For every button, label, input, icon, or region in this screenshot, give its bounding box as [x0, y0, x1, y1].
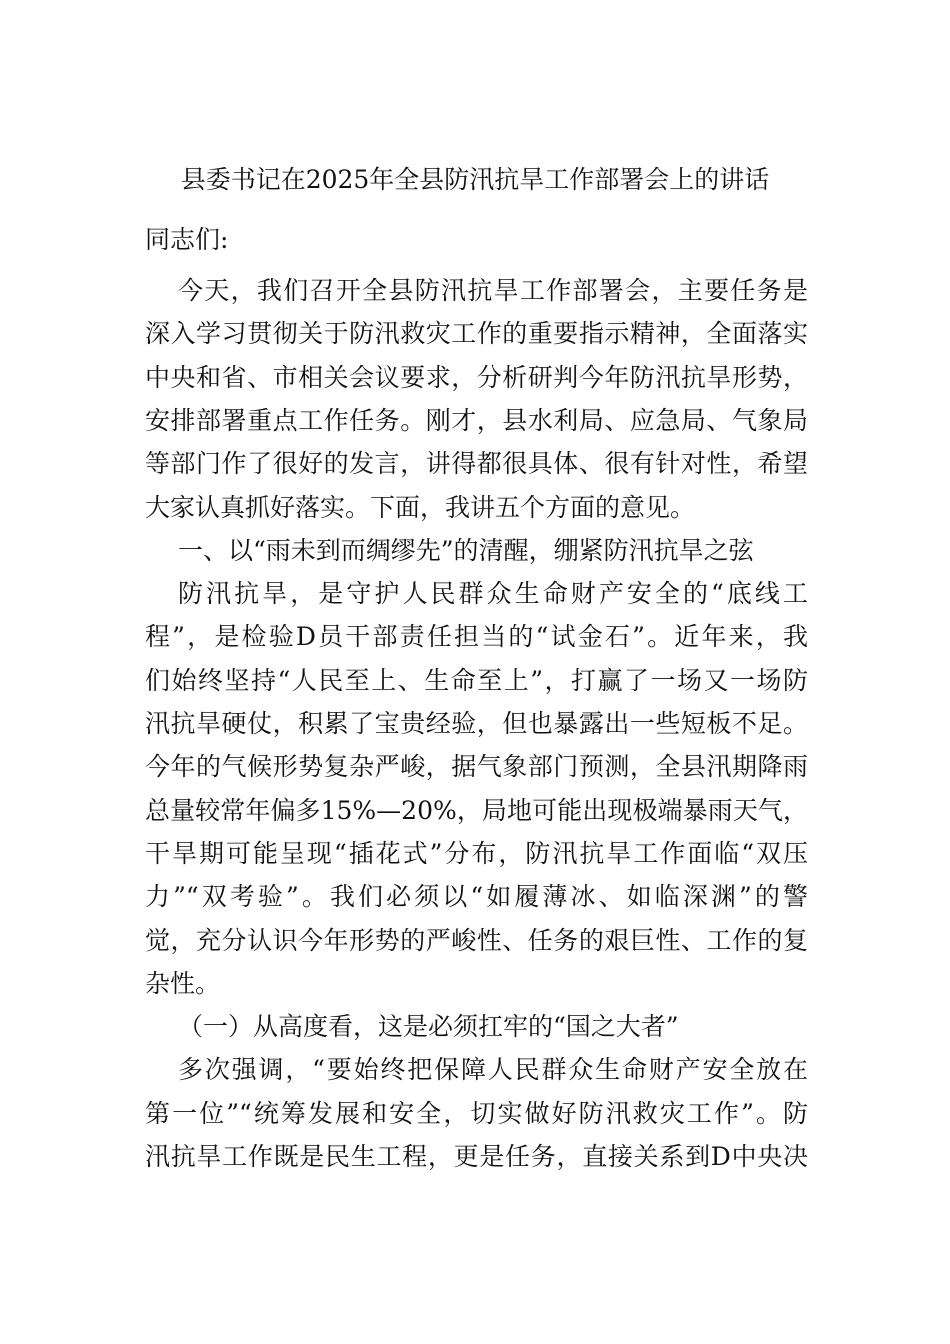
- paragraph-line: 第一位”“统筹发展和安全，切实做好防汛救灾工作”。防: [145, 1098, 808, 1128]
- paragraph-line: 觉，充分认识今年形势的严峻性、任务的艰巨性、工作的复: [145, 925, 808, 955]
- paragraph-line: 汛抗旱工作既是民生工程，更是任务，直接关系到D中央决: [145, 1142, 808, 1171]
- section-heading: 一、以“雨未到而绸缪先”的清醒，绷紧防汛抗旱之弦: [178, 535, 754, 565]
- paragraph-line: 汛抗旱硬仗，积累了宝贵经验，但也暴露出一些短板不足。: [145, 709, 808, 738]
- salutation: 同志们:: [145, 225, 229, 254]
- paragraph-line: 力”“双考验”。我们必须以“如履薄冰、如临深渊”的警: [145, 882, 808, 912]
- paragraph-line: 大家认真抓好落实。下面，我讲五个方面的意见。: [145, 492, 696, 522]
- paragraph-line: 程”，是检验D员干部责任担当的“试金石”。近年来，我: [145, 622, 808, 652]
- paragraph-line: 中央和省、市相关会议要求，分析研判今年防汛抗旱形势，: [145, 362, 808, 392]
- paragraph-line: 今年的气候形势复杂严峻，据气象部门预测，全县汛期降雨: [145, 752, 808, 782]
- paragraph-line: 们始终坚持“人民至上、生命至上”，打赢了一场又一场防: [145, 665, 808, 695]
- paragraph-line: 多次强调，“要始终把保障人民群众生命财产安全放在: [178, 1055, 808, 1085]
- paragraph-line: 杂性。: [145, 968, 221, 998]
- paragraph-line: 安排部署重点工作任务。刚才，县水利局、应急局、气象局: [145, 405, 808, 435]
- paragraph-line: 总量较常年偏多15%—20%，局地可能出现极端暴雨天气，: [145, 795, 808, 825]
- paragraph-line: 干旱期可能呈现“插花式”分布，防汛抗旱工作面临“双压: [145, 838, 808, 868]
- paragraph-line: 今天，我们召开全县防汛抗旱工作部署会，主要任务是: [178, 276, 808, 305]
- paragraph-line: 等部门作了很好的发言，讲得都很具体、很有针对性，希望: [145, 449, 808, 479]
- paragraph-line: 防汛抗旱，是守护人民群众生命财产安全的“底线工: [178, 579, 808, 609]
- paragraph-line: 深入学习贯彻关于防汛救灾工作的重要指示精神，全面落实: [145, 319, 808, 349]
- document-title: 县委书记在2025年全县防汛抗旱工作部署会上的讲话: [180, 165, 770, 194]
- subsection-heading: （一）从高度看，这是必须扛牢的“国之大者”: [178, 1012, 679, 1042]
